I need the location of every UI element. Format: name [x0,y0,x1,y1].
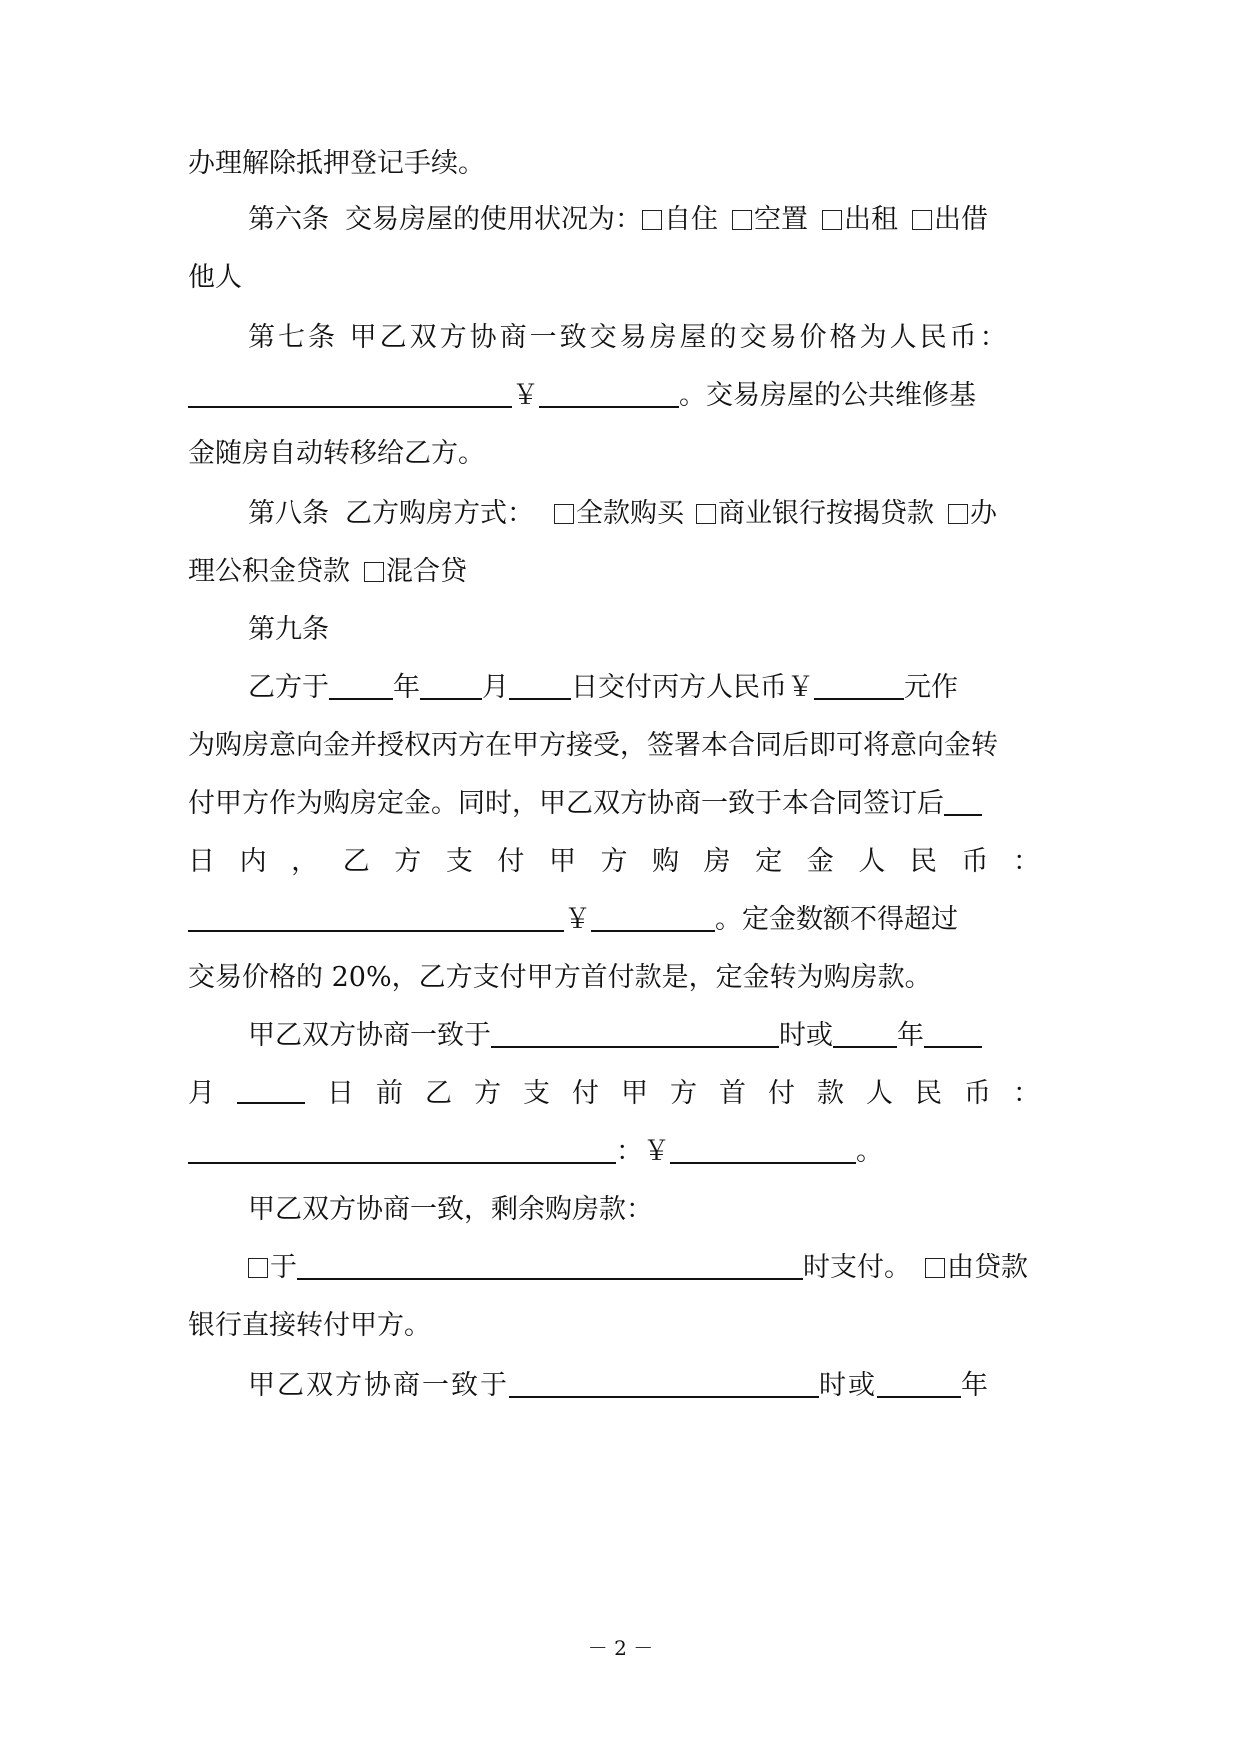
checkbox[interactable] [732,210,752,230]
paragraph-line: 他人 [188,262,242,293]
checkbox[interactable] [696,504,716,524]
fill-blank[interactable] [591,902,715,932]
fill-blank[interactable] [814,670,904,700]
article-9: 第九条 [248,614,329,645]
fill-blank[interactable] [877,1368,961,1398]
fill-blank[interactable] [188,1134,616,1164]
checkbox[interactable] [248,1258,268,1278]
paragraph-line: 日 内 ， 乙 方 支 付 甲 方 购 房 定 金 人 民 币 ： [188,846,1040,877]
paragraph-line: 理公积金贷款 混合贷 [188,556,467,587]
paragraph-line: 金随房自动转移给乙方。 [188,438,485,469]
fill-blank[interactable] [944,786,982,816]
fill-blank[interactable] [670,1134,856,1164]
paragraph-line: 月 日 前 乙 方 支 付 甲 方 首 付 款 人 民 币 ： [188,1074,1040,1114]
checkbox[interactable] [822,210,842,230]
fill-blank[interactable] [237,1074,305,1104]
article-6: 第六条 交易房屋的使用状况为： 自住 空置 出租 出借 [248,204,988,235]
paragraph-line: 交易价格的 20%，乙方支付甲方首付款是，定金转为购房款。 [188,962,932,993]
paragraph-line: ：￥ 。 [188,1132,1058,1172]
fill-blank[interactable] [491,1018,779,1048]
fill-blank[interactable] [329,670,393,700]
checkbox[interactable] [948,504,968,524]
article-label: 第八条 [248,498,329,529]
paragraph-line: ￥ 。交易房屋的公共维修基 [188,376,1058,416]
paragraph-line: 办理解除抵押登记手续。 [188,148,485,179]
fill-blank[interactable] [509,1368,819,1398]
article-8: 第八条 乙方购房方式： 全款购买 商业银行按揭贷款 办 [248,498,997,529]
checkbox[interactable] [364,562,384,582]
checkbox[interactable] [925,1258,945,1278]
checkbox[interactable] [642,210,662,230]
fill-blank[interactable] [188,902,564,932]
paragraph-line: 乙方于 年 月 日交付丙方人民币￥ 元作 [248,672,958,703]
article-7: 第七条 甲乙双方协商一致交易房屋的交易价格为人民币： [248,322,1010,353]
paragraph-line: 为购房意向金并授权丙方在甲方接受，签署本合同后即可将意向金转 [188,730,998,761]
fill-blank[interactable] [924,1018,982,1048]
paragraph-line: 甲乙双方协商一致于 时或 年 [248,1016,1058,1056]
paragraph-line: 于 时支付。 由贷款 [248,1248,1058,1288]
paragraph-line: 甲乙双方协商一致，剩余购房款： [248,1194,653,1225]
paragraph-line: 甲乙双方协商一致于 时或 年 [248,1370,990,1401]
checkbox[interactable] [554,504,574,524]
paragraph-line: 付甲方作为购房定金。同时，甲乙双方协商一致于本合同签订后 [188,784,1058,824]
fill-blank[interactable] [297,1250,803,1280]
page-number: － 2 － [587,1636,654,1660]
fill-blank[interactable] [420,670,482,700]
paragraph-line: 银行直接转付甲方。 [188,1310,431,1341]
checkbox[interactable] [912,210,932,230]
fill-blank[interactable] [833,1018,897,1048]
article-label: 第六条 [248,204,329,235]
fill-blank[interactable] [188,378,512,408]
fill-blank[interactable] [539,378,679,408]
paragraph-line: ￥ 。定金数额不得超过 [188,900,1058,940]
fill-blank[interactable] [509,670,571,700]
